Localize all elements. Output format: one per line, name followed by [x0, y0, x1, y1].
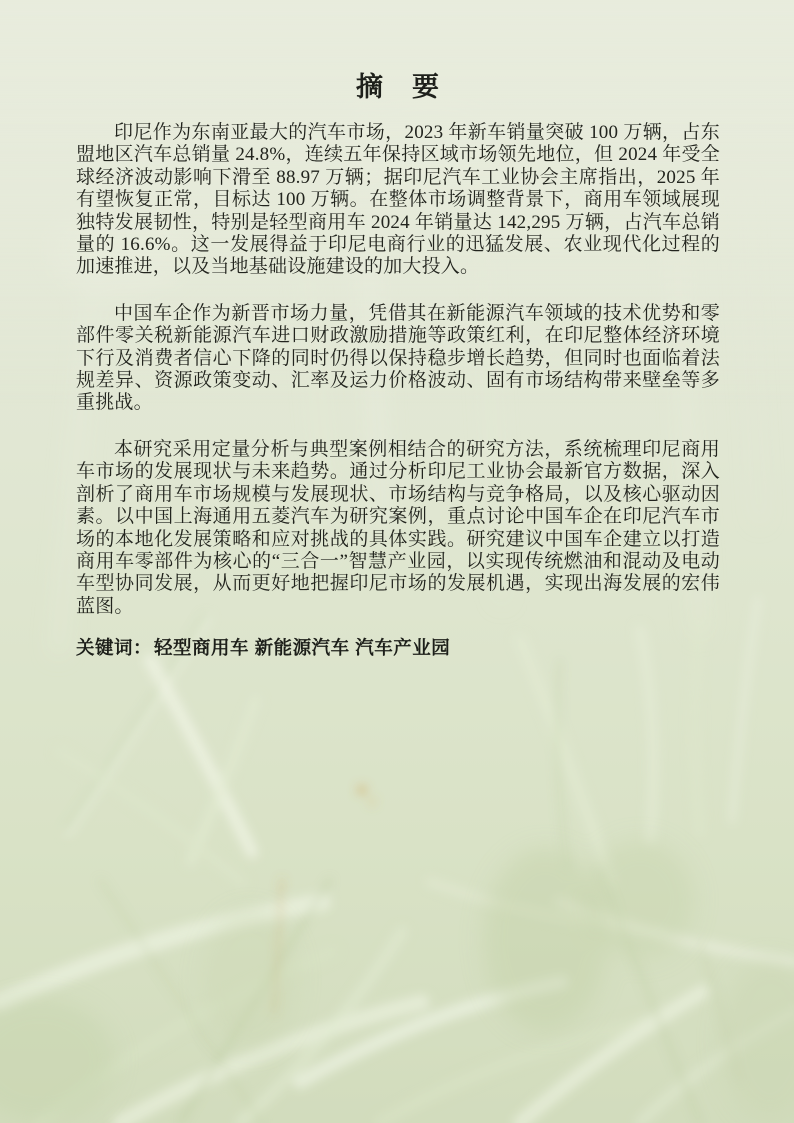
abstract-paragraph: 中国车企作为新晋市场力量，凭借其在新能源汽车领域的技术优势和零部件零关税新能源汽车进口财政激励措施等政策红利，在印尼整体经济环境下行及消费者信心下降的同时仍得以保持稳步增长趋势，但同时也面临着法规差异、资源政策变动、汇率及运力价格波动、固有市场结构带来壁垒等多重挑战。 [76, 302, 720, 414]
abstract-paragraph: 本研究采用定量分析与典型案例相结合的研究方法，系统梳理印尼商用车市场的发展现状与未来趋势。通过分析印尼工业协会最新官方数据，深入剖析了商用车市场规模与发展现状、市场结构与竞争格局，以及核心驱动因素。以中国上海通用五菱汽车为研究案例，重点讨论中国车企在印尼汽车市场的本地化发展策略和应对挑战的具体实践。研究建议中国车企建立以打造商用车零部件为核心的“三合一”智慧产业园，以实现传统燃油和混动及电动车型协同发展，从而更好地把握印尼市场的发展机遇，实现出海发展的宏伟蓝图。 [76, 438, 720, 617]
abstract-paragraph: 印尼作为东南亚最大的汽车市场，2023 年新车销量突破 100 万辆，占东盟地区汽车总销量 24.8%，连续五年保持区域市场领先地位，但 2024 年受全球经济波动影响下滑至 88.97 万辆；据印尼汽车工业协会主席指出，2025 年有望恢复正常，目标达 100 万辆。在整体市场调整背景下，商用车领域展现独特发展韧性，特别是轻型商用车 2024 年销量达 142,295 万辆，占汽车总销量的 16.6%。这一发展得益于印尼电商行业的迅猛发展、农业现代化过程的加速推进，以及当地基础设施建设的加大投入。 [76, 122, 720, 278]
keywords-line [76, 636, 720, 660]
page-title: 摘 要 [356, 72, 440, 102]
keywords-label: 关键词： [76, 637, 153, 659]
abstract-body [76, 122, 720, 618]
keywords-list: 轻型商用车 新能源汽车 汽车产业园 [154, 637, 451, 659]
